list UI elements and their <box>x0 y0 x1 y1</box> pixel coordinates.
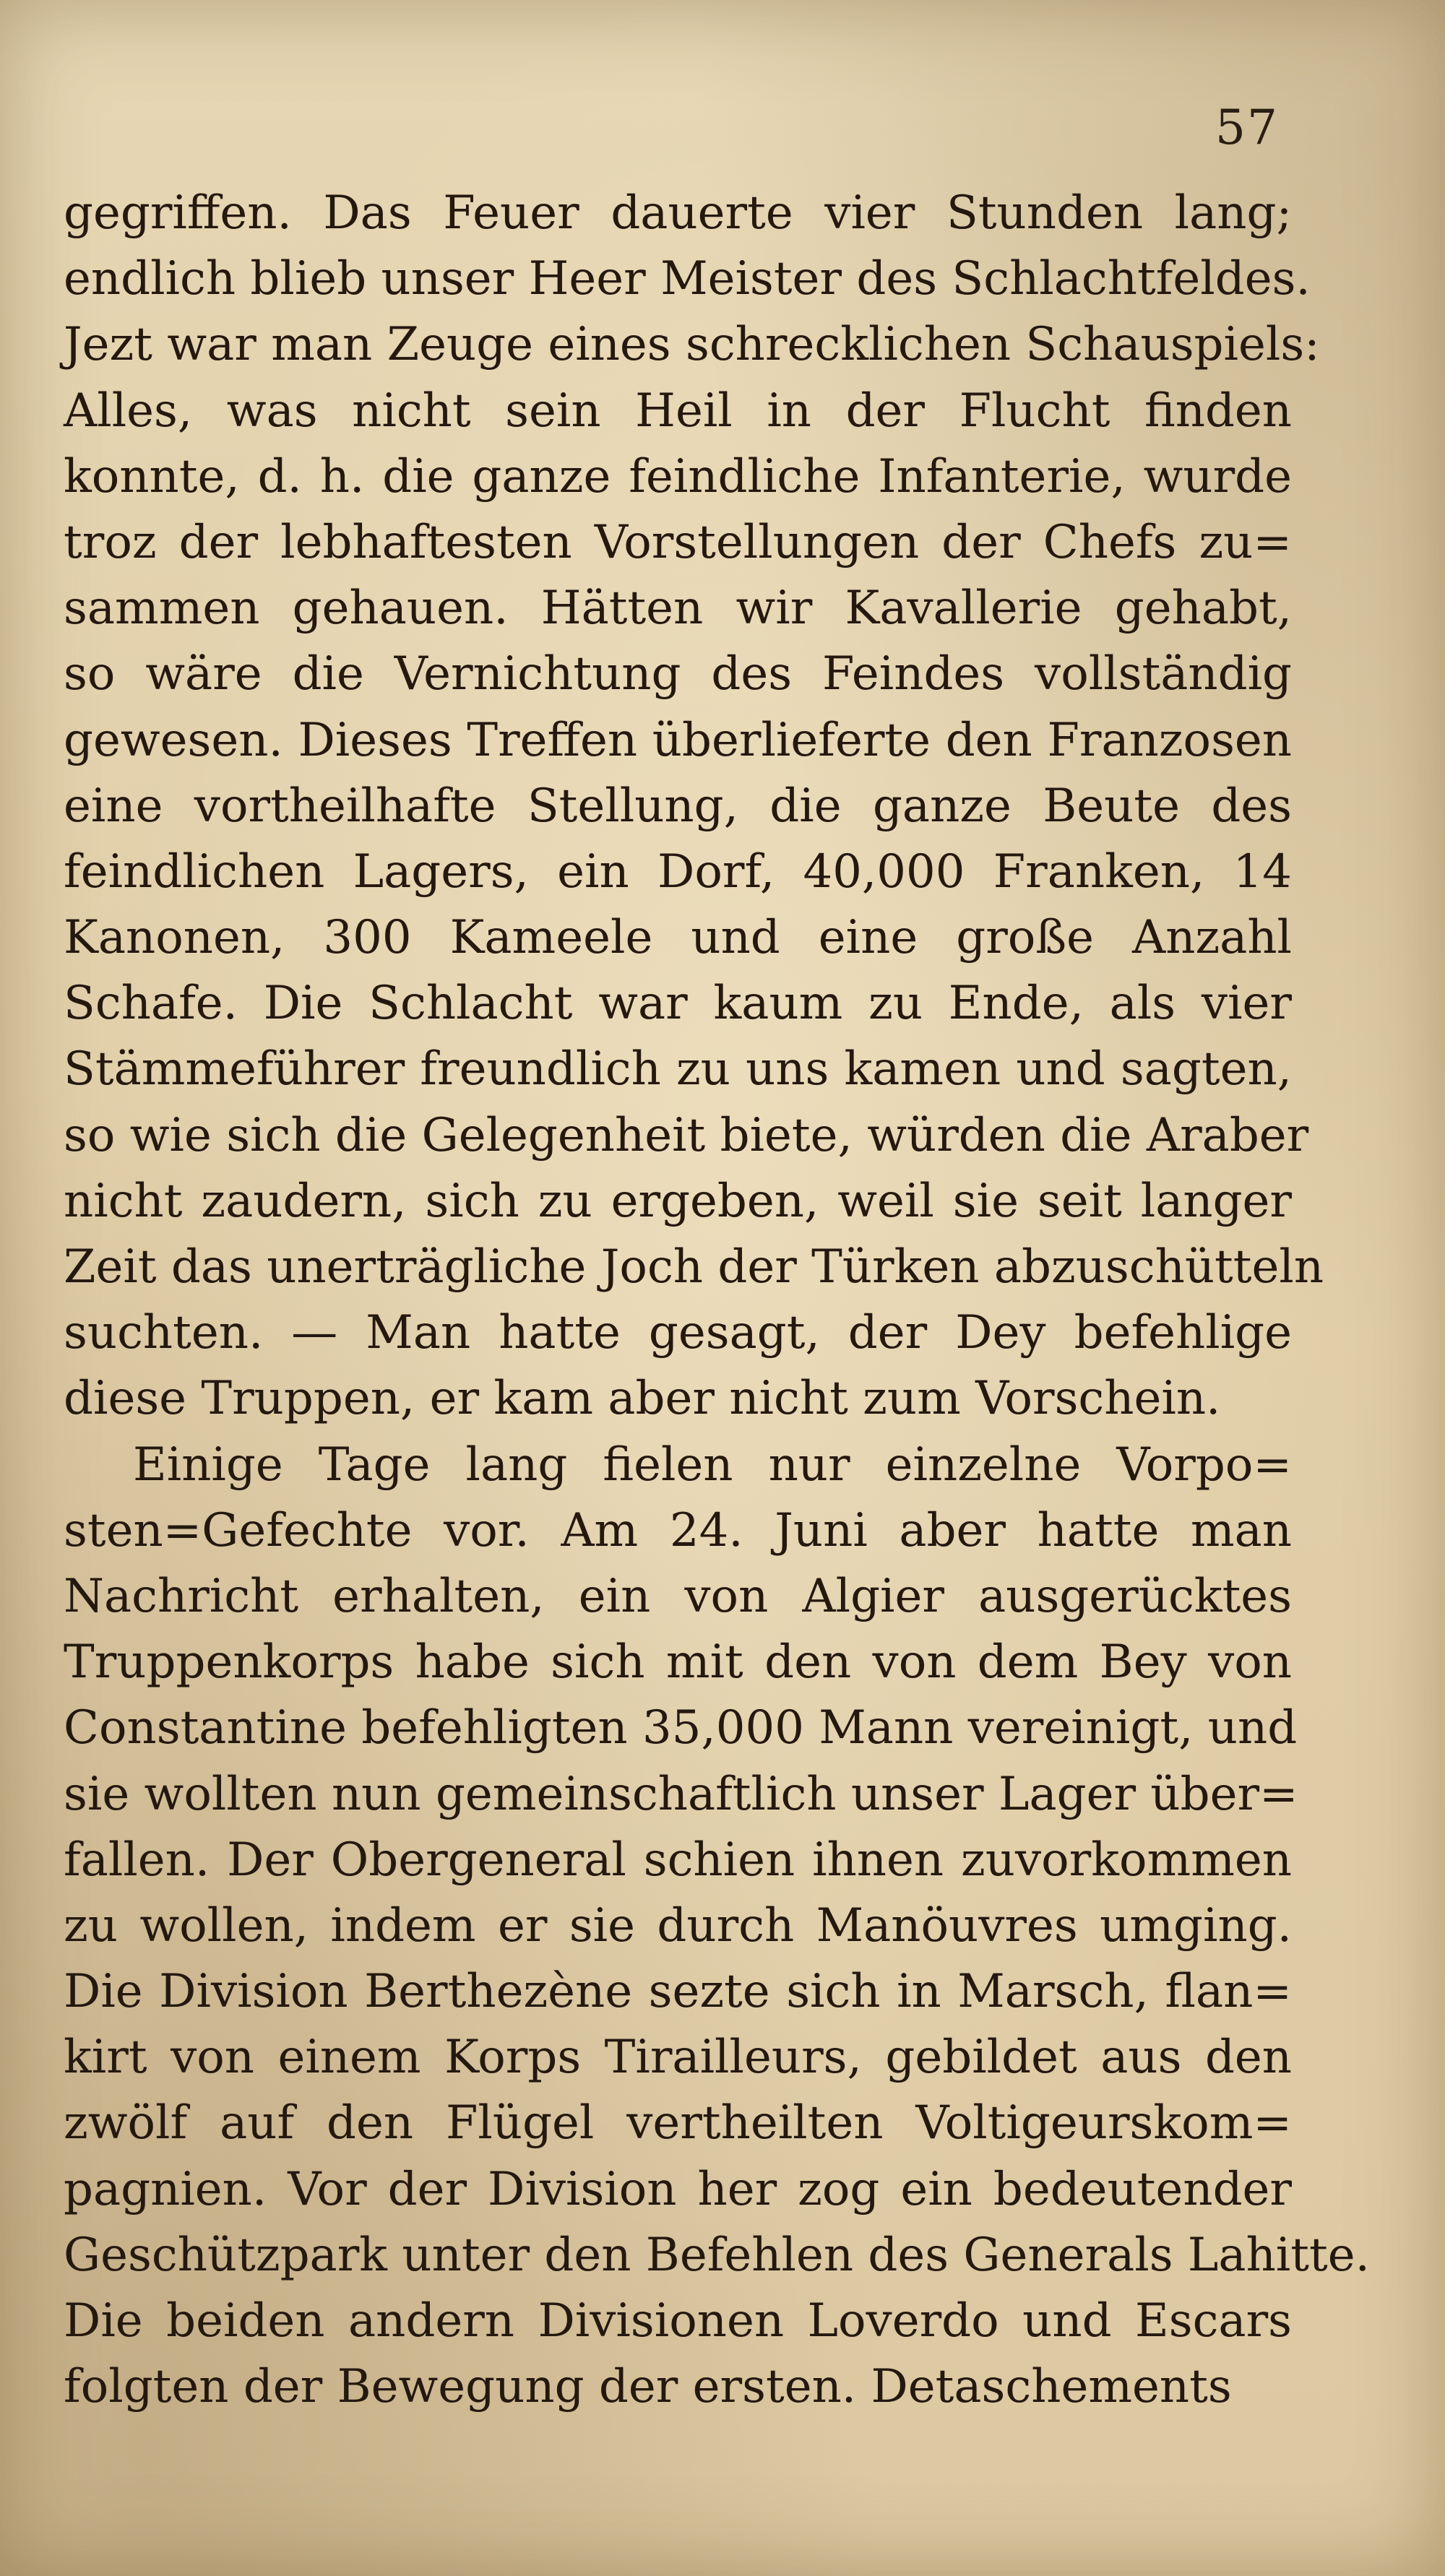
text-line: Geschützpark unter den Befehlen des Generals Lahitte. <box>64 2228 1370 2282</box>
text-line: Alles, was nicht sein Heil in der Flucht finden <box>64 384 1292 438</box>
text-line: sten=Gefechte vor. Am 24. Juni aber hatte man <box>64 1503 1292 1557</box>
text-line: eine vortheilhafte Stellung, die ganze Beute des <box>64 779 1292 833</box>
text-line: folgten der Bewegung der ersten. Detaschements <box>64 2360 1232 2414</box>
page-number: 57 <box>1215 100 1279 155</box>
text-line: diese Truppen, er kam aber nicht zum Vorschein. <box>64 1372 1221 1426</box>
text-line: so wie sich die Gelegenheit biete, würden die Araber <box>64 1108 1309 1162</box>
paragraph <box>64 181 1324 1432</box>
text-line: Einige Tage lang fielen nur einzelne Vorpo= <box>133 1438 1292 1492</box>
text-line: sie wollten nun gemeinschaftlich unser Lager über= <box>64 1767 1298 1821</box>
text-line: konnte, d. h. die ganze feindliche Infanterie, wurde <box>64 449 1292 503</box>
text-line: zu wollen, indem er sie durch Manöuvres umging. <box>64 1898 1292 1953</box>
text-line: feindlichen Lagers, ein Dorf, 40,000 Franken, 14 <box>64 844 1292 899</box>
text-line: sammen gehauen. Hätten wir Kavallerie gehabt, <box>64 582 1292 636</box>
text-line: pagnien. Vor der Division her zog ein bedeutender <box>64 2162 1292 2216</box>
text-line: Die beiden andern Divisionen Loverdo und Escars <box>64 2294 1292 2348</box>
text-line: Truppenkorps habe sich mit den von dem Bey von <box>64 1635 1292 1690</box>
text-line: suchten. — Man hatte gesagt, der Dey befehlige <box>64 1306 1292 1360</box>
text-line: Schafe. Die Schlacht war kaum zu Ende, als vier <box>64 977 1292 1031</box>
text-line: Zeit das unerträgliche Joch der Türken abzuschütteln <box>64 1240 1324 1294</box>
text-line: so wäre die Vernichtung des Feindes vollständig <box>64 647 1292 701</box>
paragraph <box>64 1432 1370 2421</box>
text-line: zwölf auf den Flügel vertheilten Voltigeurskom= <box>64 2096 1292 2151</box>
text-line: Die Division Berthezène sezte sich in Marsch, flan= <box>64 1965 1292 2019</box>
body-text <box>64 181 1370 2420</box>
text-line: Nachricht erhalten, ein von Algier ausgerücktes <box>64 1569 1292 1623</box>
text-line: gegriffen. Das Feuer dauerte vier Stunden lang; <box>64 186 1292 240</box>
text-line: Jezt war man Zeuge eines schrecklichen Schauspiels: <box>64 318 1320 372</box>
text-line: nicht zaudern, sich zu ergeben, weil sie seit langer <box>64 1174 1292 1228</box>
text-line: Constantine befehligten 35,000 Mann vereinigt, und <box>64 1701 1298 1755</box>
text-line: Kanonen, 300 Kameele und eine große Anzahl <box>64 911 1292 965</box>
text-line: kirt von einem Korps Tirailleurs, gebildet aus den <box>64 2031 1292 2085</box>
text-line: troz der lebhaftesten Vorstellungen der Chefs zu= <box>64 515 1292 569</box>
text-line: gewesen. Dieses Treffen überlieferte den Franzosen <box>64 713 1292 767</box>
text-line: fallen. Der Obergeneral schien ihnen zuvorkommen <box>64 1833 1292 1887</box>
text-line: Stämmeführer freundlich zu uns kamen und sagten, <box>64 1042 1292 1097</box>
text-line: endlich blieb unser Heer Meister des Schlachtfeldes. <box>64 252 1311 306</box>
